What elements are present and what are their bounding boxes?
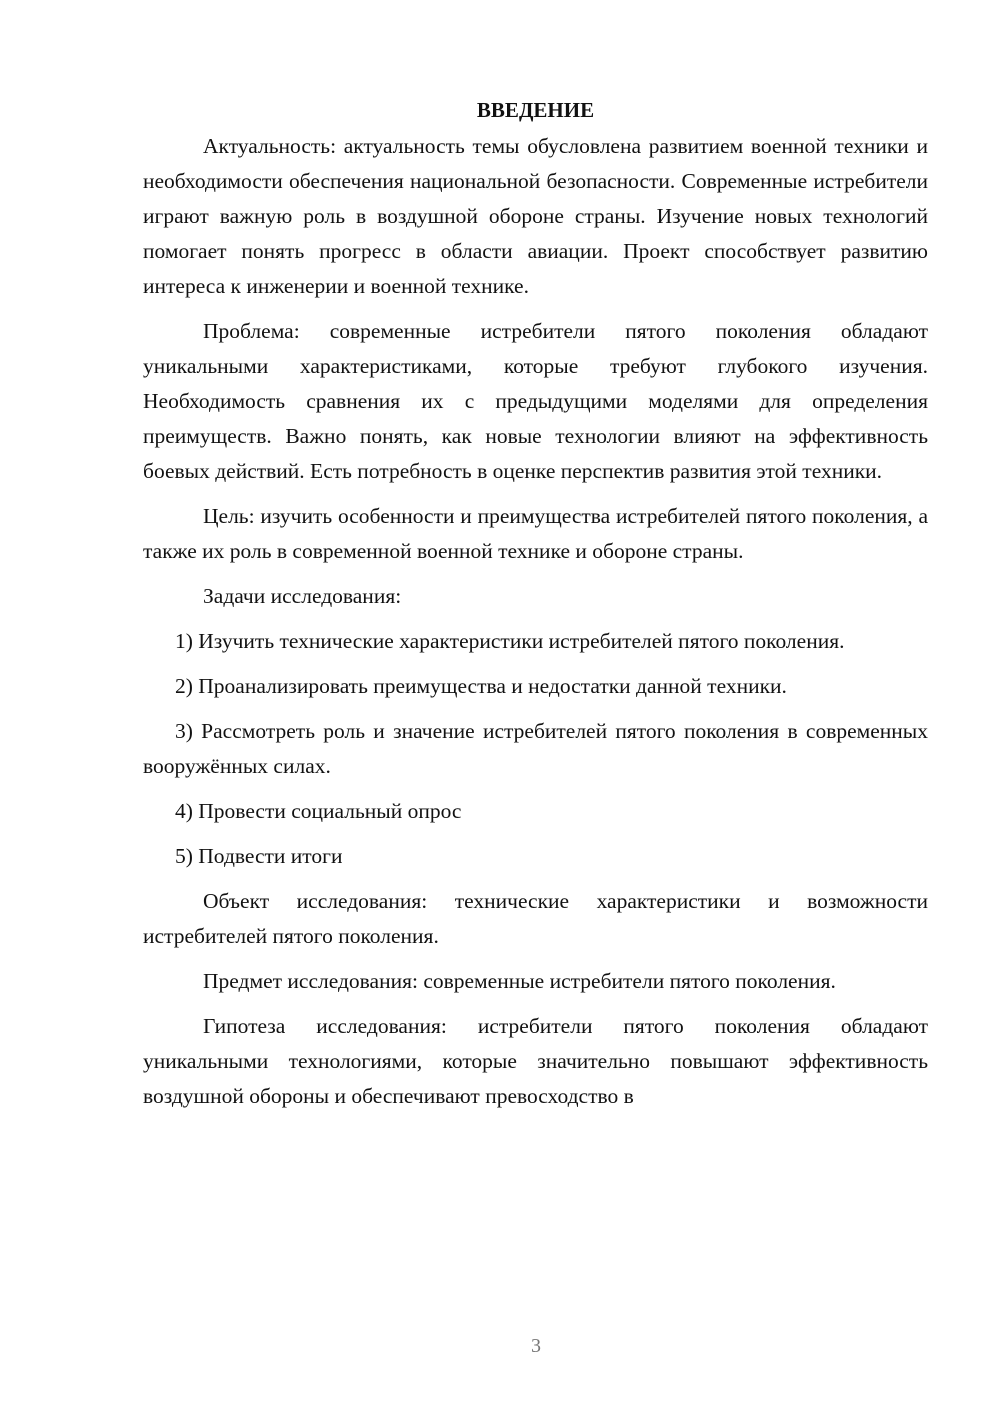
paragraph-hypothesis: Гипотеза исследования: истребители пятого поколения обладают уникальными технологиями, которые значительно повышают эффективность воздушной обороны и обеспечивают превосходство в — [143, 1014, 928, 1108]
task-item-5: 5) Подвести итоги — [175, 844, 343, 868]
paragraph-relevance: Актуальность: актуальность темы обусловлена развитием военной техники и необходимости обеспечения национальной безопасности. Современные истребители играют важную роль в воздушной обороне страны. Изучение новых технологий помогает понять прогресс в области авиации. Проект способствует развитию интереса к инженерии и военной технике. — [143, 134, 928, 298]
task-item-1: 1) Изучить технические характеристики истребителей пятого поколения. — [175, 629, 845, 653]
task-item-3: 3) Рассмотреть роль и значение истребителей пятого поколения в современных вооружённых силах. — [143, 719, 928, 778]
page-content — [143, 95, 928, 1114]
paragraph-tasks-heading: Задачи исследования: — [203, 584, 402, 608]
paragraph-problem: Проблема: современные истребители пятого поколения обладают уникальными характеристиками, которые требуют глубокого изучения. Необходимость сравнения их с предыдущими моделями для определения преимуществ. Важно понять, как новые технологии влияют на эффективность боевых действий. Есть потребность в оценке перспектив развития этой техники. — [143, 319, 928, 483]
section-heading: ВВЕДЕНИЕ — [476, 98, 595, 122]
task-item-4: 4) Провести социальный опрос — [175, 799, 462, 823]
paragraph-subject: Предмет исследования: современные истребители пятого поколения. — [203, 969, 836, 993]
paragraph-goal: Цель: изучить особенности и преимущества истребителей пятого поколения, а также их роль в современной военной технике и обороне страны. — [143, 504, 928, 563]
page-number: 3 — [531, 1335, 541, 1357]
paragraph-object: Объект исследования: технические характеристики и возможности истребителей пятого поколения. — [143, 889, 928, 948]
task-item-2: 2) Проанализировать преимущества и недостатки данной техники. — [175, 674, 787, 698]
